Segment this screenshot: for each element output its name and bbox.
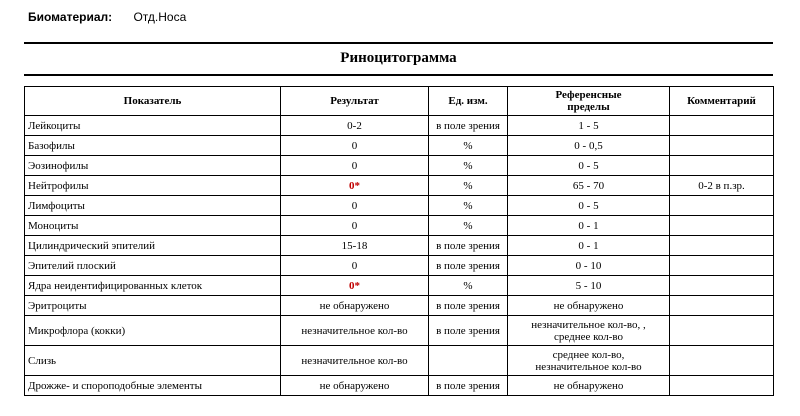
- row-reference-line2: среднее кол-во: [553, 330, 624, 343]
- row-result: незначительное кол-во: [281, 346, 429, 376]
- row-reference-line1: среднее кол-во,: [552, 348, 625, 361]
- results-table: [24, 86, 774, 396]
- row-result: 0-2: [281, 116, 429, 136]
- row-comment: [670, 216, 774, 236]
- title-top-rule: [24, 42, 773, 44]
- row-name: Нейтрофилы: [25, 176, 281, 196]
- row-result: 0: [281, 136, 429, 156]
- row-unit: %: [429, 176, 508, 196]
- row-reference: 0 - 5: [508, 196, 670, 216]
- row-unit: в поле зрения: [429, 296, 508, 316]
- row-reference: [508, 316, 670, 346]
- row-reference-line1: незначительное кол-во, ,: [531, 318, 646, 331]
- biomaterial-line: [28, 10, 186, 24]
- row-name: Микрофлора (кокки): [25, 316, 281, 346]
- row-comment: [670, 276, 774, 296]
- row-result-abnormal: 0*: [281, 176, 429, 196]
- table-row: [25, 256, 774, 276]
- table-row: [25, 216, 774, 236]
- row-comment: [670, 256, 774, 276]
- row-name: Эпителий плоский: [25, 256, 281, 276]
- row-result: 15-18: [281, 236, 429, 256]
- table-header-row: [25, 87, 774, 116]
- table-row: [25, 116, 774, 136]
- row-name: Моноциты: [25, 216, 281, 236]
- row-reference: 0 - 1: [508, 216, 670, 236]
- page-title: Риноцитограмма: [340, 50, 457, 66]
- row-result: 0: [281, 216, 429, 236]
- row-unit: %: [429, 276, 508, 296]
- header-unit: Ед. изм.: [429, 87, 508, 116]
- row-result-abnormal: 0*: [281, 276, 429, 296]
- row-unit: в поле зрения: [429, 236, 508, 256]
- row-comment: [670, 376, 774, 396]
- row-comment: [670, 236, 774, 256]
- header-result: Результат: [281, 87, 429, 116]
- row-unit: в поле зрения: [429, 376, 508, 396]
- row-reference-line2: незначительное кол-во: [535, 360, 642, 373]
- row-reference: 0 - 10: [508, 256, 670, 276]
- row-result: 0: [281, 256, 429, 276]
- row-name: Лейкоциты: [25, 116, 281, 136]
- header-indicator: Показатель: [25, 87, 281, 116]
- row-comment: [670, 196, 774, 216]
- title-bottom-rule: [24, 74, 773, 76]
- row-result: 0: [281, 156, 429, 176]
- row-comment: [670, 316, 774, 346]
- row-comment: 0-2 в п.зр.: [670, 176, 774, 196]
- table-row: [25, 296, 774, 316]
- row-result: не обнаружено: [281, 296, 429, 316]
- row-reference: не обнаружено: [508, 376, 670, 396]
- row-unit: в поле зрения: [429, 256, 508, 276]
- header-comment: Комментарий: [670, 87, 774, 116]
- row-name: Цилиндрический эпителий: [25, 236, 281, 256]
- row-result: незначительное кол-во: [281, 316, 429, 346]
- row-name: Эозинофилы: [25, 156, 281, 176]
- table-row: [25, 196, 774, 216]
- row-name: Дрожже- и спороподобные элементы: [25, 376, 281, 396]
- row-name: Лимфоциты: [25, 196, 281, 216]
- row-reference: 0 - 5: [508, 156, 670, 176]
- table-row: [25, 176, 774, 196]
- row-name: Эритроциты: [25, 296, 281, 316]
- row-comment: [670, 116, 774, 136]
- row-reference: 0 - 1: [508, 236, 670, 256]
- row-comment: [670, 296, 774, 316]
- row-unit: %: [429, 196, 508, 216]
- table-row: [25, 376, 774, 396]
- header-reference: [508, 87, 670, 116]
- biomaterial-value: Отд.Носа: [133, 10, 187, 24]
- row-result: не обнаружено: [281, 376, 429, 396]
- row-result: 0: [281, 196, 429, 216]
- row-reference: 1 - 5: [508, 116, 670, 136]
- biomaterial-label: Биоматериал:: [28, 10, 113, 24]
- table-row: [25, 346, 774, 376]
- header-reference-line2: пределы: [567, 101, 610, 113]
- row-reference: не обнаружено: [508, 296, 670, 316]
- row-name: Слизь: [25, 346, 281, 376]
- table-row: [25, 276, 774, 296]
- row-comment: [670, 156, 774, 176]
- row-reference: [508, 346, 670, 376]
- row-comment: [670, 136, 774, 156]
- row-unit: %: [429, 156, 508, 176]
- header-reference-line1: Референсные: [555, 89, 622, 101]
- row-unit: %: [429, 136, 508, 156]
- row-reference: 0 - 0,5: [508, 136, 670, 156]
- row-comment: [670, 346, 774, 376]
- row-name: Ядра неидентифицированных клеток: [25, 276, 281, 296]
- table-row: [25, 316, 774, 346]
- row-reference: 65 - 70: [508, 176, 670, 196]
- row-name: Базофилы: [25, 136, 281, 156]
- row-unit: %: [429, 216, 508, 236]
- row-unit: [429, 346, 508, 376]
- row-unit: в поле зрения: [429, 116, 508, 136]
- table-row: [25, 136, 774, 156]
- table-row: [25, 236, 774, 256]
- table-row: [25, 156, 774, 176]
- row-unit: в поле зрения: [429, 316, 508, 346]
- row-reference: 5 - 10: [508, 276, 670, 296]
